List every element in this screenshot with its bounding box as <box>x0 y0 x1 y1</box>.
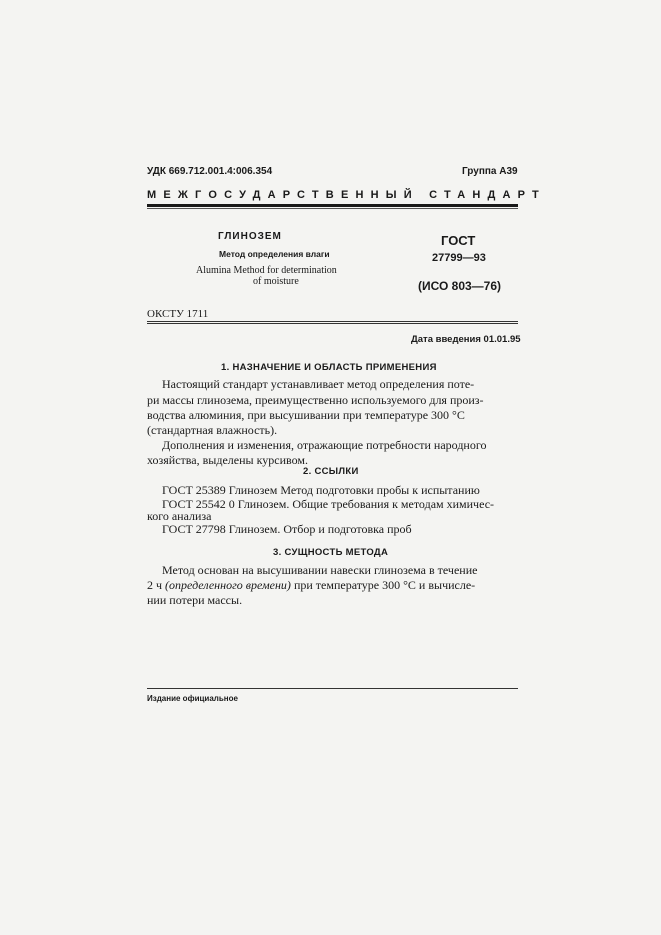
section-1-line: хозяйства, выделены курсивом. <box>147 453 308 467</box>
gost-number: 27799—93 <box>432 252 486 264</box>
mid-rule-2 <box>147 323 518 324</box>
subtitle-russian: Метод определения влаги <box>219 249 330 259</box>
introduction-date: Дата введения 01.01.95 <box>411 334 521 345</box>
standard-banner: МЕЖГОСУДАРСТВЕННЫЙ СТАНДАРТ <box>147 189 546 201</box>
official-edition-note: Издание официальное <box>147 694 238 703</box>
section-1-line: Дополнения и изменения, отражающие потребности народного <box>162 438 487 452</box>
section-1-line: ри массы глинозема, преимущественно используемого для произ- <box>147 393 484 407</box>
section-3-line: Метод основан на высушивании навески глинозема в течение <box>162 563 478 577</box>
section-3-line <box>147 578 475 593</box>
header-rule-thick <box>147 204 518 207</box>
udk-code: УДК 669.712.001.4:006.354 <box>147 166 273 177</box>
mid-rule-1 <box>147 321 518 322</box>
section-2-line: ГОСТ 25542 0 Глинозем. Общие требования к методам химичес- <box>162 497 495 511</box>
section-2-heading: 2. ССЫЛКИ <box>303 466 359 477</box>
section-2-line: ГОСТ 25389 Глинозем Метод подготовки пробы к испытанию <box>162 483 480 497</box>
section-1-line: водства алюминия, при высушивании при температуре 300 °С <box>147 408 465 422</box>
document-title: ГЛИНОЗЕМ <box>218 231 282 242</box>
section-3-text: 2 ч <box>147 578 166 592</box>
section-1-heading: 1. НАЗНАЧЕНИЕ И ОБЛАСТЬ ПРИМЕНЕНИЯ <box>221 362 437 373</box>
section-3-line: нии потери массы. <box>147 593 243 607</box>
section-3-text: при температуре 300 °С и вычисле- <box>290 578 476 592</box>
group-code: Группа А39 <box>462 166 518 177</box>
section-3-italic-text: (определенного времени) <box>165 578 291 592</box>
gost-label: ГОСТ <box>441 233 476 248</box>
subtitle-english-line1: Alumina Method for determination <box>196 265 337 276</box>
iso-reference: (ИСО 803—76) <box>418 279 502 293</box>
section-1-line: Настоящий стандарт устанавливает метод определения поте- <box>162 377 475 391</box>
header-rule-thin <box>147 208 518 209</box>
section-2-line: кого анализа <box>147 509 212 523</box>
subtitle-english-line2: of moisture <box>253 276 299 287</box>
oksty-code: ОКСТУ 1711 <box>147 308 209 320</box>
section-2-line: ГОСТ 27798 Глинозем. Отбор и подготовка проб <box>162 522 412 536</box>
section-1-line: (стандартная влажность). <box>147 423 278 437</box>
section-3-heading: 3. СУЩНОСТЬ МЕТОДА <box>273 547 389 558</box>
footer-rule <box>147 688 518 689</box>
